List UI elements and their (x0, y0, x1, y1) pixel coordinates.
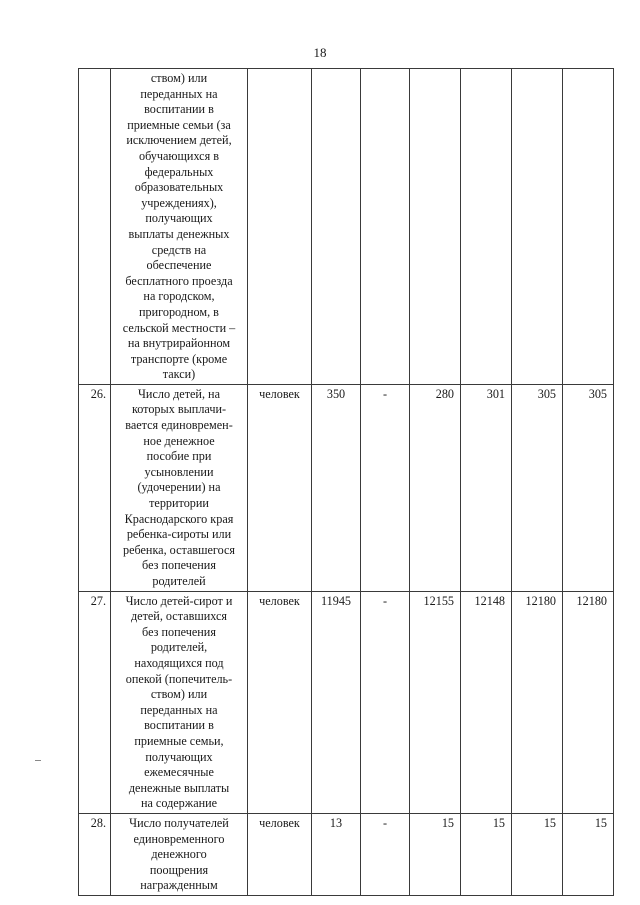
unit-cell (248, 69, 312, 385)
value-cell: 15 (461, 813, 512, 895)
value-cell: 12180 (512, 591, 563, 813)
value-cell (410, 69, 461, 385)
value-cell: 15 (410, 813, 461, 895)
value-cell: 350 (312, 384, 361, 591)
value-cell (563, 69, 614, 385)
indicator-name: ством) или переданных на воспитании в приемные семьи (за исключением детей, обучающихся в федеральных образовательных учреждениях), получающих выплаты денежных средств на обеспечение бесплатного проезда на городском, пригородном, в сельской местности – на внутрирайонном транспорте (кроме такси) (111, 69, 248, 385)
row-number (79, 69, 111, 385)
unit-cell: человек (248, 813, 312, 895)
unit-cell: человек (248, 591, 312, 813)
value-cell: 12155 (410, 591, 461, 813)
value-cell: 11945 (312, 591, 361, 813)
value-cell: 280 (410, 384, 461, 591)
value-cell: - (361, 813, 410, 895)
value-cell: 301 (461, 384, 512, 591)
value-cell: - (361, 591, 410, 813)
value-cell (512, 69, 563, 385)
value-cell (461, 69, 512, 385)
indicators-table (78, 68, 614, 896)
row-number: 27. (79, 591, 111, 813)
value-cell (312, 69, 361, 385)
table-row (79, 384, 614, 591)
indicator-name: Число получателей единовременного денежного поощрения награжденным (111, 813, 248, 895)
unit-cell: человек (248, 384, 312, 591)
row-number: 28. (79, 813, 111, 895)
row-number: 26. (79, 384, 111, 591)
value-cell: 15 (512, 813, 563, 895)
value-cell: 12148 (461, 591, 512, 813)
page-number: 18 (313, 45, 327, 60)
table-row (79, 69, 614, 385)
indicator-name: Число детей, на которых выплачи- вается единовремен- ное денежное пособие при усыновлении (удочерении) на территории Краснодарского края ребенка-сироты или ребенка, оставшегося без попечения родителей (111, 384, 248, 591)
indicator-name: Число детей-сирот и детей, оставшихся без попечения родителей, находящихся под опекой (попечитель- ством) или переданных на воспитании в приемные семьи, получающих ежемесячные денежные выплаты на содержание (111, 591, 248, 813)
scan-mark (35, 760, 41, 761)
table-row (79, 813, 614, 895)
value-cell: 13 (312, 813, 361, 895)
value-cell (361, 69, 410, 385)
table-row (79, 591, 614, 813)
value-cell: 305 (512, 384, 563, 591)
value-cell: 305 (563, 384, 614, 591)
value-cell: - (361, 384, 410, 591)
value-cell: 15 (563, 813, 614, 895)
value-cell: 12180 (563, 591, 614, 813)
